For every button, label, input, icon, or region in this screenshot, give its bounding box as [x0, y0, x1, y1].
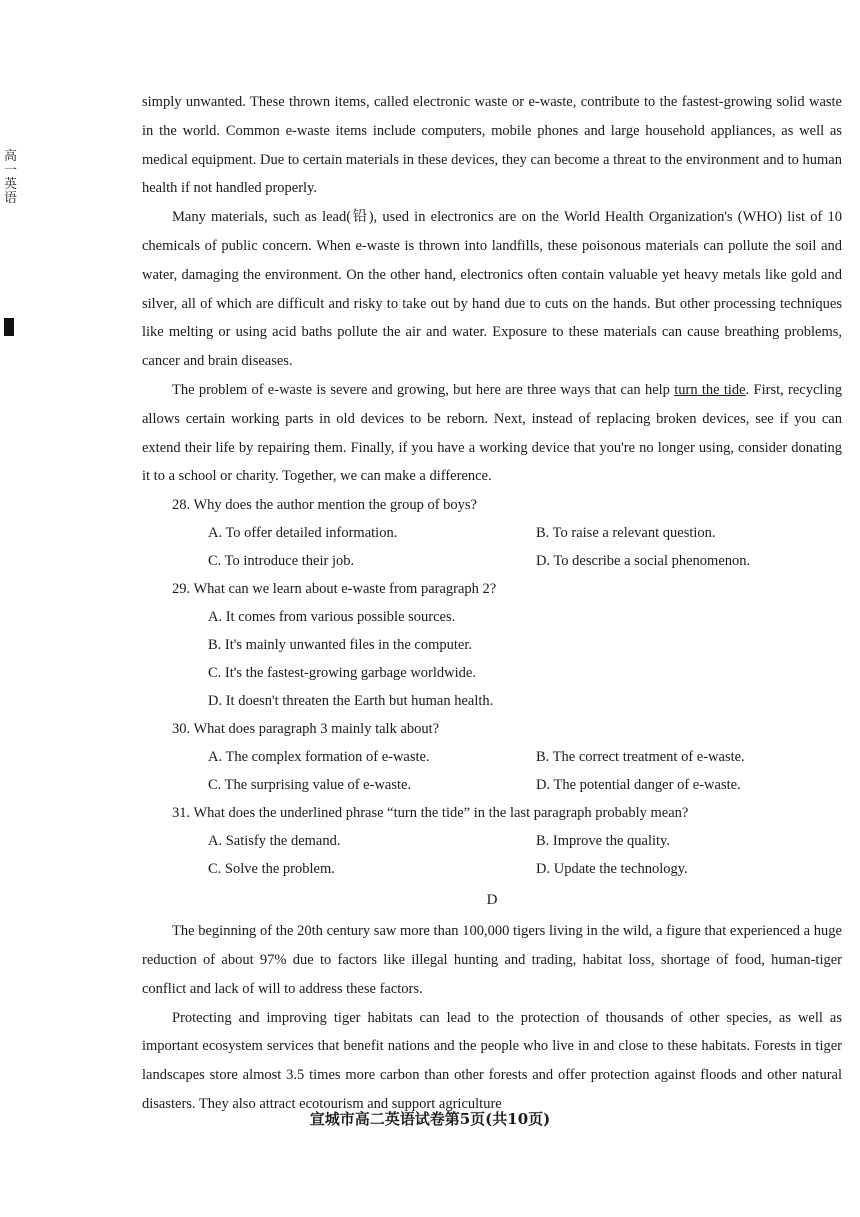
- option-d[interactable]: D. Update the technology.: [536, 861, 688, 878]
- option-c[interactable]: C. The surprising value of e-waste.: [208, 777, 412, 794]
- option-d[interactable]: D. To describe a social phenomenon.: [536, 553, 751, 570]
- option-b[interactable]: B. To raise a relevant question.: [536, 525, 716, 542]
- option-a[interactable]: A. Satisfy the demand.: [208, 833, 341, 850]
- option-c[interactable]: C. To introduce their job.: [208, 553, 355, 570]
- option-a[interactable]: A. The complex formation of e-waste.: [208, 749, 430, 766]
- question-stem: 28. Why does the author mention the group of boys?: [172, 497, 477, 514]
- option-b[interactable]: B. It's mainly unwanted files in the computer.: [208, 637, 472, 654]
- option-c[interactable]: C. It's the fastest-growing garbage worldwide.: [208, 665, 476, 682]
- option-b[interactable]: B. Improve the quality.: [536, 833, 670, 850]
- section-d-paragraph-2: Protecting and improving tiger habitats can lead to the protection of thousands of other species, as well as important ecosystem services that benefit nations and the people who live in and close to these habitats. Forests in tiger landscapes store almost 3.5 times more carbon than other forests and offer protection against floods and other natural disasters. They also attract ecotourism and support agriculture: [142, 1009, 842, 1112]
- section-d-paragraph-1: The beginning of the 20th century saw more than 100,000 tigers living in the wild, a figure that experienced a huge reduction of about 97% due to factors like illegal hunting and trading, habitat loss, shortage of food, human-tiger conflict and lack of will to address these factors.: [142, 923, 842, 997]
- page-footer: 宣城市高二英语试卷第5页(共10页): [309, 1110, 551, 1128]
- page-content: [142, 88, 842, 1119]
- side-label: 高一英语: [4, 149, 18, 206]
- binding-mark: [4, 318, 14, 336]
- option-b[interactable]: B. The correct treatment of e-waste.: [536, 749, 745, 766]
- question-stem: 30. What does paragraph 3 mainly talk about?: [172, 721, 440, 738]
- option-a[interactable]: A. It comes from various possible sources.: [208, 609, 456, 626]
- question-28: [142, 491, 842, 575]
- question-stem: 29. What can we learn about e-waste from paragraph 2?: [172, 581, 497, 598]
- paragraph-3-before: The problem of e-waste is severe and growing, but here are three ways that can help: [172, 381, 675, 398]
- options: [142, 519, 842, 575]
- option-d[interactable]: D. The potential danger of e-waste.: [536, 777, 741, 794]
- option-a[interactable]: A. To offer detailed information.: [208, 525, 398, 542]
- option-c[interactable]: C. Solve the problem.: [208, 861, 335, 878]
- section-heading: D: [486, 892, 498, 909]
- paragraph-1: simply unwanted. These thrown items, called electronic waste or e-waste, contribute to the fastest-growing solid waste in the world. Common e-waste items include computers, mobile phones and large household appliances, as well as medical equipment. Due to certain materials in these devices, they can become a threat to the environment and to human health if not handled properly.: [142, 94, 842, 197]
- question-30: [142, 715, 842, 799]
- question-31: [142, 799, 842, 883]
- options: [142, 827, 842, 883]
- underlined-phrase: turn the tide: [674, 381, 746, 398]
- paragraph-3-after: . First, recycling allows certain working parts in old devices to be reborn. Next, instead of replacing broken devices, see if you can extend their life by repairing them. Finally, if you have a working device that you're no longer using, consider donating it to a school or charity. Together, we can make a difference.: [142, 381, 842, 485]
- options: [142, 743, 842, 799]
- option-d[interactable]: D. It doesn't threaten the Earth but human health.: [208, 693, 494, 710]
- paragraph-2: Many materials, such as lead(铅), used in electronics are on the World Health Organization's (WHO) list of 10 chemicals of public concern. When e-waste is thrown into landfills, these poisonous materials can pollute the soil and water, damaging the environment. On the other hand, electronics often contain valuable yet heavy metals like gold and silver, all of which are difficult and risky to take out by hand due to cuts on the hands. But other processing techniques like melting or using acid baths pollute the air and water. Exposure to these materials can cause breathing problems, cancer and brain diseases.: [142, 209, 842, 370]
- paragraph-3: [142, 376, 842, 491]
- options: [142, 603, 842, 715]
- question-29: [142, 575, 842, 715]
- question-stem: 31. What does the underlined phrase “turn the tide” in the last paragraph probably mean?: [172, 805, 689, 822]
